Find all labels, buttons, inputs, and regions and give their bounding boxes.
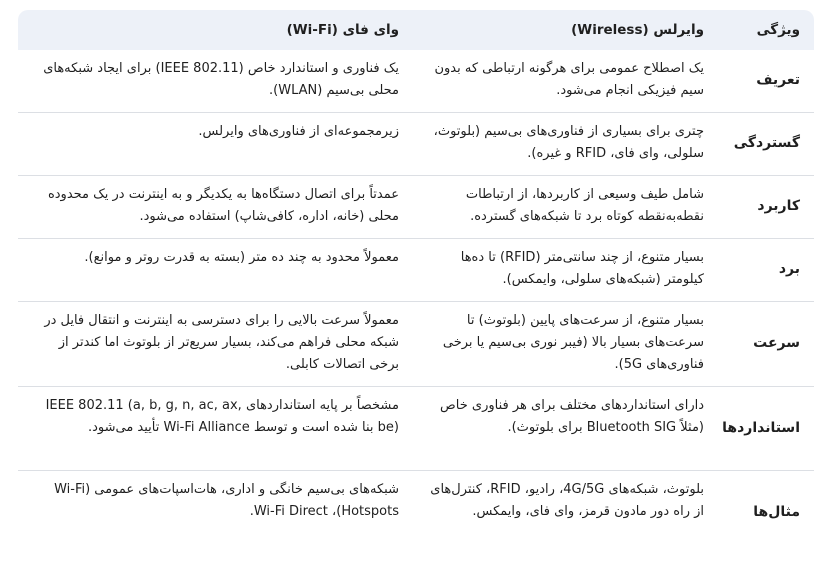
table-row <box>18 113 814 176</box>
table-row <box>18 387 814 471</box>
header-feature: ویژگی <box>756 22 800 38</box>
wifi-cell: یک فناوری و استاندارد خاص (IEEE 802.11) برای ایجاد شبکه‌های محلی بی‌سیم (WLAN). <box>43 61 399 98</box>
header-wifi: وای فای (Wi-Fi) <box>286 22 399 38</box>
wireless-cell: چتری برای بسیاری از فناوری‌های بی‌سیم (بلوتوث، سلولی، وای فای، RFID و غیره). <box>433 124 704 161</box>
wifi-cell: عمدتاً برای اتصال دستگاه‌ها به یکدیگر و به اینترنت در یک محدوده محلی (خانه، اداره، کافی‌شاپ) استفاده می‌شود. <box>47 187 399 224</box>
feature-cell: سرعت <box>753 335 800 351</box>
table-row <box>18 471 814 555</box>
comparison-table <box>18 10 814 555</box>
wireless-cell: بسیار متنوع، از سرعت‌های پایین (بلوتوث) تا سرعت‌های بسیار بالا (فیبر نوری بی‌سیم یا برخی فناوری‌های 5G). <box>442 313 704 372</box>
wireless-cell: بلوتوث، شبکه‌های 4G/5G، رادیو، RFID، کنترل‌های از راه دور مادون قرمز، وای فای، وایمکس. <box>430 482 704 519</box>
feature-cell: تعریف <box>756 72 800 88</box>
table-row <box>18 50 814 113</box>
wifi-cell: معمولاً محدود به چند ده متر (بسته به قدرت روتر و موانع). <box>84 250 399 265</box>
wireless-cell: یک اصطلاح عمومی برای هرگونه ارتباطی که بدون سیم فیزیکی انجام می‌شود. <box>434 61 704 98</box>
feature-cell: برد <box>778 261 800 277</box>
feature-cell: گستردگی <box>733 135 800 151</box>
wireless-cell: شامل طیف وسیعی از کاربردها، از ارتباطات نقطه‌به‌نقطه کوتاه برد تا شبکه‌های گسترده. <box>465 187 704 224</box>
wifi-cell: شبکه‌های بی‌سیم خانگی و اداری، هات‌اسپات‌های عمومی (Wi-Fi Hotspots)، Wi-Fi Direct. <box>54 482 399 519</box>
table-row <box>18 239 814 302</box>
feature-cell: استانداردها <box>722 419 800 436</box>
table-row <box>18 302 814 387</box>
wifi-cell: زیرمجموعه‌ای از فناوری‌های وایرلس. <box>198 124 399 139</box>
wifi-cell: معمولاً سرعت بالایی را برای دسترسی به اینترنت و انتقال فایل در شبکه محلی فراهم می‌کند، بسیار سریع‌تر از بلوتوث اما کندتر از برخی اتصالات کابلی. <box>44 313 399 372</box>
wireless-cell: بسیار متنوع، از چند سانتی‌متر (RFID) تا ده‌ها کیلومتر (شبکه‌های سلولی، وایمکس). <box>460 250 704 287</box>
wireless-cell: دارای استانداردهای مختلف برای هر فناوری خاص (مثلاً Bluetooth SIG برای بلوتوث). <box>440 398 704 435</box>
feature-cell: کاربرد <box>757 198 800 214</box>
header-wireless: وایرلس (Wireless) <box>571 22 704 38</box>
comparison-table-container <box>18 10 814 570</box>
wifi-cell: مشخصاً بر پایه استانداردهای IEEE 802.11 (a, b, g, n, ac, ax, be) بنا شده است و توسط Wi-Fi Alliance تأیید می‌شود. <box>45 398 399 435</box>
feature-cell: مثال‌ها <box>753 503 800 520</box>
table-row <box>18 176 814 239</box>
table-header-row <box>18 10 814 50</box>
